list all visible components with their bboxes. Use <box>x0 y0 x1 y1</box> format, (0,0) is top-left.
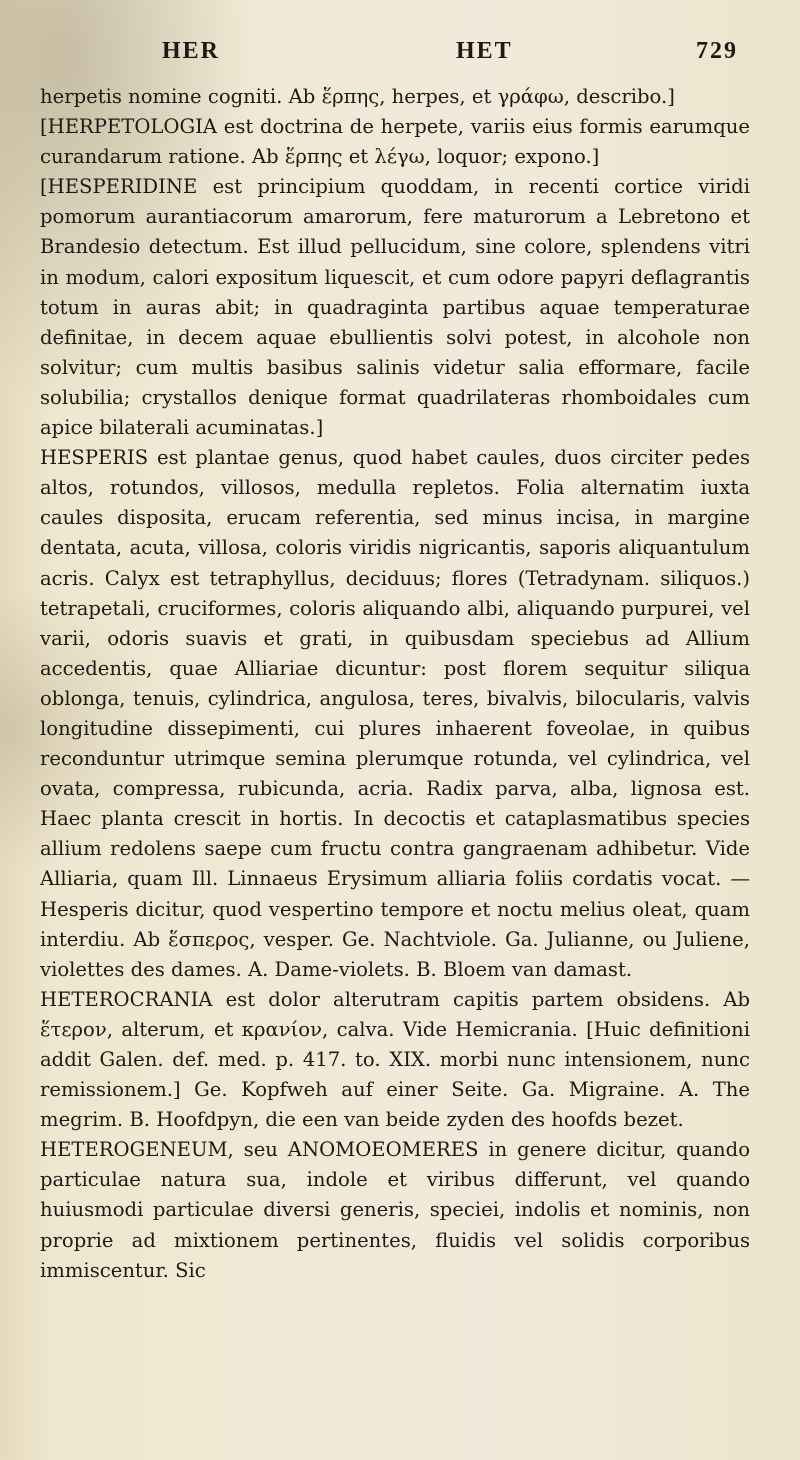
entry-heterocrania: HETEROCRANIA est dolor alterutram capitis partem obsidens. Ab ἕτερον, alterum, et κρανίον, calva. Vide Hemicrania. [Huic definitioni addit Galen. def. med. p. 417. to. XIX. morbi nunc intensionem, nunc remissionem.] Ge. Kopfweh auf einer Seite. Ga. Migraine. A. The megrim. B. Hoofdpyn, die een van beide zyden des hoofds bezet. <box>40 987 750 1132</box>
running-header <box>60 38 760 68</box>
entry-hesperidine: [HESPERIDINE est principium quoddam, in recenti cortice viridi pomorum aurantiacorum amarorum, fere maturorum a Lebretono et Brandesio detectum. Est illud pellucidum, sine colore, splendens vitri in modum, calori expositum liquescit, et cum odore papyri deflagrantis totum in auras abit; in quadraginta partibus aquae temperaturae definitae, in decem aquae ebullientis solvi potest, in alcohole non solvitur; cum multis basibus salinis videtur salia efformare, facile solubilia; crystallos denique format quadrilateras rhomboidales cum apice bilaterali acuminatas.] <box>40 175 750 440</box>
header-right-guide-word: HET <box>456 38 513 64</box>
entry-hesperis: HESPERIS est plantae genus, quod habet caules, duos circiter pedes altos, rotundos, villosos, medulla repletos. Folia alternatim iuxta caules disposita, erucam referentia, sed minus incisa, in margine dentata, acuta, villosa, coloris viridis nigricantis, saporis aliquantulum acris. Calyx est tetraphyllus, deciduus; flores (Tetradynam. siliquos.) tetrapetali, cruciformes, coloris aliquando albi, aliquando purpurei, vel varii, odoris suavis et grati, in quibusdam speciebus ad Allium accedentis, quae Alliariae dicuntur: post florem sequitur siliqua oblonga, tenuis, cylindrica, angulosa, teres, bivalvis, bilocularis, valvis longitudine dissepimenti, cui plures inhaerent foveolae, in quibus reconduntur utrimque semina plerumque rotunda, vel cylindrica, vel ovata, compressa, rubicunda, acria. Radix parva, alba, lignosa est. Haec planta crescit in hortis. In decoctis et cataplasmatibus species allium redolens saepe cum fructu contra gangraenam adhibetur. Vide Alliaria, quam Ill. Linnaeus Erysimum alliaria foliis cordatis vocat. — Hesperis dicitur, quod vespertino tempore et noctu melius oleat, quam interdiu. Ab ἕσπερος, vesper. Ge. Nachtviole. Ga. Julianne, ou Juliene, violettes des dames. A. Dame-violets. B. Bloem van damast. <box>40 446 750 981</box>
page-number: 729 <box>696 38 738 64</box>
entry-heterogeneum: HETEROGENEUM, seu ANOMOEOMERES in genere dicitur, quando particulae natura sua, indole et viribus differunt, vel quando huiusmodi particulae diversi generis, speciei, indolis et nominis, non proprie ad mixtionem pertinentes, fluidis vel solidis corporibus immiscentur. Sic <box>40 1138 750 1282</box>
entry-herpetis-continuation: herpetis nomine cogniti. Ab ἕρπης, herpes, et γράφω, describo.] <box>40 85 675 108</box>
dictionary-column <box>22 82 750 1286</box>
entry-herpetologia: [HERPETOLOGIA est doctrina de herpete, variis eius formis earumque curandarum ratione. Ab ἕρπης et λέγω, loquor; expono.] <box>40 115 750 169</box>
header-left-guide-word: HER <box>162 38 221 64</box>
